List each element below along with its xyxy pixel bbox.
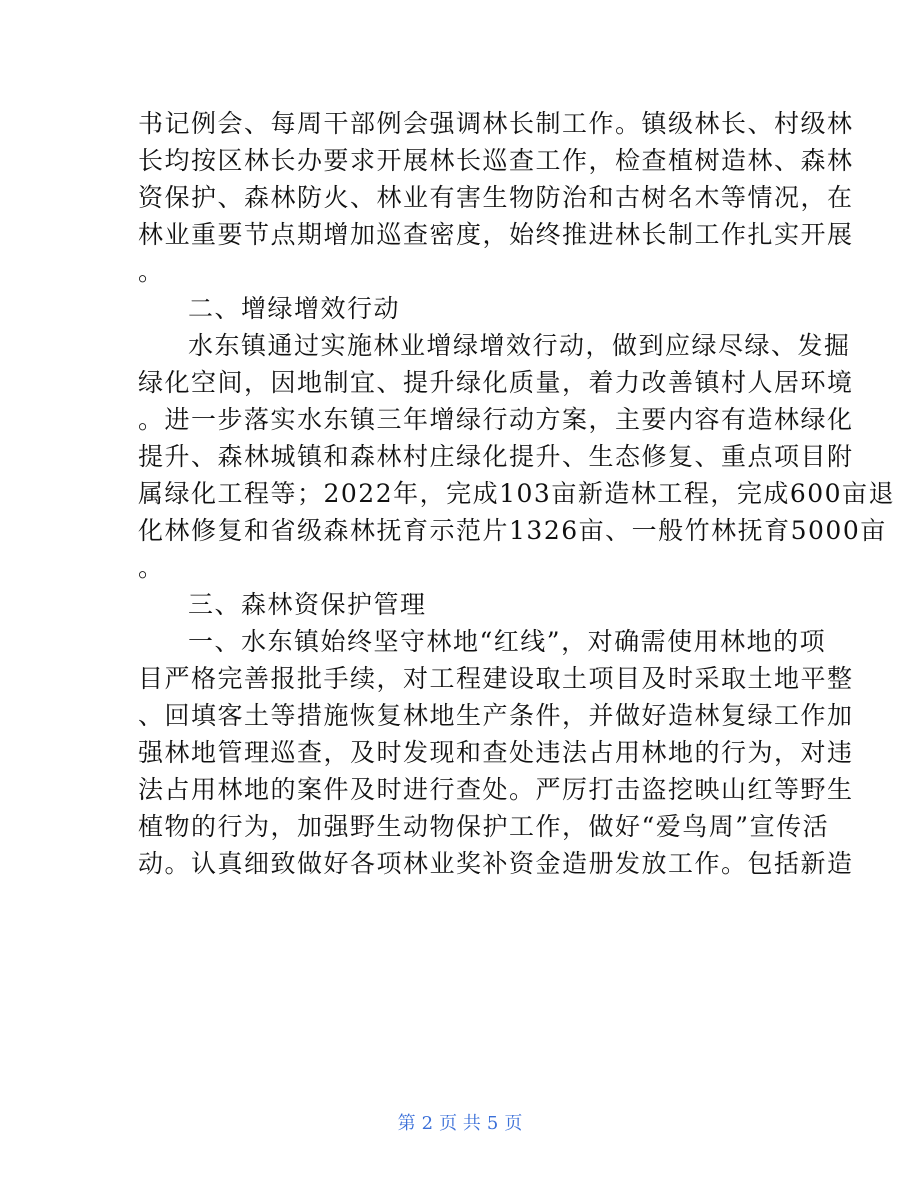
body-line: 资保护、森林防火、林业有害生物防治和古树名木等情况，在 — [138, 183, 854, 212]
body-line: 。进一步落实水东镇三年增绿行动方案，主要内容有造林绿化 — [138, 405, 854, 434]
body-line: 化林修复和省级森林抚育示范片1326亩、一般竹林抚育5000亩 — [138, 516, 887, 545]
body-line: 提升、森林城镇和森林村庄绿化提升、生态修复、重点项目附 — [138, 442, 854, 471]
body-line: 。 — [138, 257, 165, 286]
body-line: 属绿化工程等；2022年，完成103亩新造林工程，完成600亩退 — [138, 479, 896, 508]
body-line: 。 — [138, 553, 165, 582]
current-page-number: 2 — [421, 1113, 434, 1134]
section-heading-3: 三、森林资保护管理 — [188, 590, 427, 619]
footer-middle: 页 共 — [439, 1113, 481, 1134]
body-line: 长均按区林长办要求开展林长巡查工作，检查植树造林、森林 — [138, 146, 854, 175]
section-heading-2: 二、增绿增效行动 — [188, 294, 401, 323]
body-line: 绿化空间，因地制宜、提升绿化质量，着力改善镇村人居环境 — [138, 368, 854, 397]
body-line: 法占用林地的案件及时进行查处。严厉打击盗挖映山红等野生 — [138, 775, 854, 804]
footer-suffix: 页 — [504, 1113, 523, 1134]
paragraph-start: 一、水东镇始终坚守林地“红线”，对确需使用林地的项 — [188, 627, 827, 656]
body-line: 目严格完善报批手续，对工程建设取土项目及时采取土地平整 — [138, 664, 854, 693]
body-line: 植物的行为，加强野生动物保护工作，做好“爱鸟周”宣传活 — [138, 812, 830, 841]
body-line: 林业重要节点期增加巡查密度，始终推进林长制工作扎实开展 — [138, 220, 854, 249]
page-footer — [0, 1112, 920, 1136]
body-line: 、回填客土等措施恢复林地生产条件，并做好造林复绿工作加 — [138, 701, 854, 730]
body-line: 强林地管理巡查，及时发现和查处违法占用林地的行为，对违 — [138, 738, 854, 767]
total-page-number: 5 — [486, 1113, 499, 1134]
footer-prefix: 第 — [397, 1113, 416, 1134]
body-line: 动。认真细致做好各项林业奖补资金造册发放工作。包括新造 — [138, 849, 854, 878]
paragraph-start: 水东镇通过实施林业增绿增效行动，做到应绿尽绿、发掘 — [188, 331, 851, 360]
body-line: 书记例会、每周干部例会强调林长制工作。镇级林长、村级林 — [138, 109, 854, 138]
